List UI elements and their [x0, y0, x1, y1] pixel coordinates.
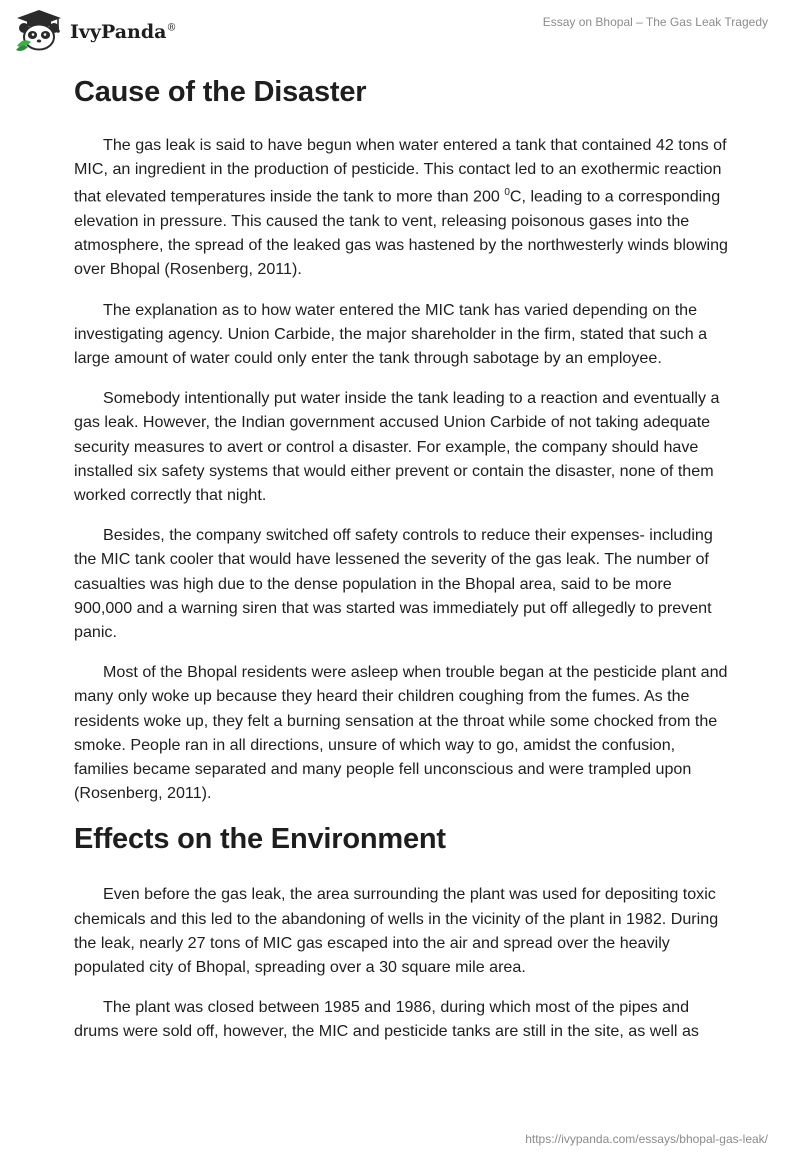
document-title: Essay on Bhopal – The Gas Leak Tragedy	[542, 15, 768, 29]
paragraph: The explanation as to how water entered the MIC tank has varied depending on the investigating agency. Union Carbide, the major shareholder in the firm, stated that such a large amount of water could only enter the tank through sabotage by an employee.	[74, 300, 708, 367]
page-header	[0, 0, 800, 60]
registered-mark: ®	[166, 22, 177, 34]
section-heading-cause: Cause of the Disaster	[74, 76, 367, 108]
section-heading-effects: Effects on the Environment	[74, 823, 446, 856]
degree-superscript: 0	[504, 187, 510, 199]
paragraph: The gas leak is said to have begun when water entered a tank that contained 42 tons of MIC, an ingredient in the production of pesticide. This contact led to an exothermic reaction that elevated temperatures inside the tank to more than 200 $^0$C, leading to a corresponding elevation in pressure. This caused the tank to vent, releasing poisonous gases into the atmosphere, the spread of the leaked gas was hastened by the northwesterly winds blowing over Bhopal (Rosenberg, 2011).	[74, 136, 728, 279]
paragraph: Even before the gas leak, the area surrounding the plant was used for depositing toxic chemicals and this led to the abandoning of wells in the vicinity of the plant in 1982. During the leak, nearly 27 tons of MIC gas escaped into the air and spread over the heavily populated city of Bhopal, spreading over a 30 square mile area.	[74, 885, 719, 977]
source-url-link[interactable]: https://ivypanda.com/essays/bhopal-gas-leak/	[525, 1132, 768, 1146]
paragraph: The plant was closed between 1985 and 1986, during which most of the pipes and drums were sold off, however, the MIC and pesticide tanks are still in the site, as well as	[74, 998, 699, 1041]
paragraph: Somebody intentionally put water inside the tank leading to a reaction and eventually a gas leak. However, the Indian government accused Union Carbide of not taking adequate security measures to avert or control a disaster. For example, the company should have installed six safety systems that would either prevent or contain the disaster, none of them worked correctly that night.	[74, 389, 720, 504]
brand-name: IvyPanda®	[70, 21, 177, 43]
brand-logo[interactable]	[14, 8, 176, 52]
paragraph: Most of the Bhopal residents were asleep when trouble began at the pesticide plant and many only woke up because they heard their children coughing from the fumes. As the residents woke up, they felt a burning sensation at the throat while some chocked from the smoke. People ran in all directions, unsure of which way to go, amidst the confusion, families became separated and many people fell unconscious and were trampled upon (Rosenberg, 2011).	[74, 663, 728, 803]
panda-graduate-icon	[14, 8, 64, 52]
paragraph: Besides, the company switched off safety controls to reduce their expenses- including the MIC tank cooler that would have lessened the severity of the gas leak. The number of casualties was high due to the dense population in the Bhopal area, said to be more 900,000 and a warning siren that was started was immediately put off allegedly to prevent panic.	[74, 526, 713, 642]
essay-content	[74, 70, 734, 1060]
